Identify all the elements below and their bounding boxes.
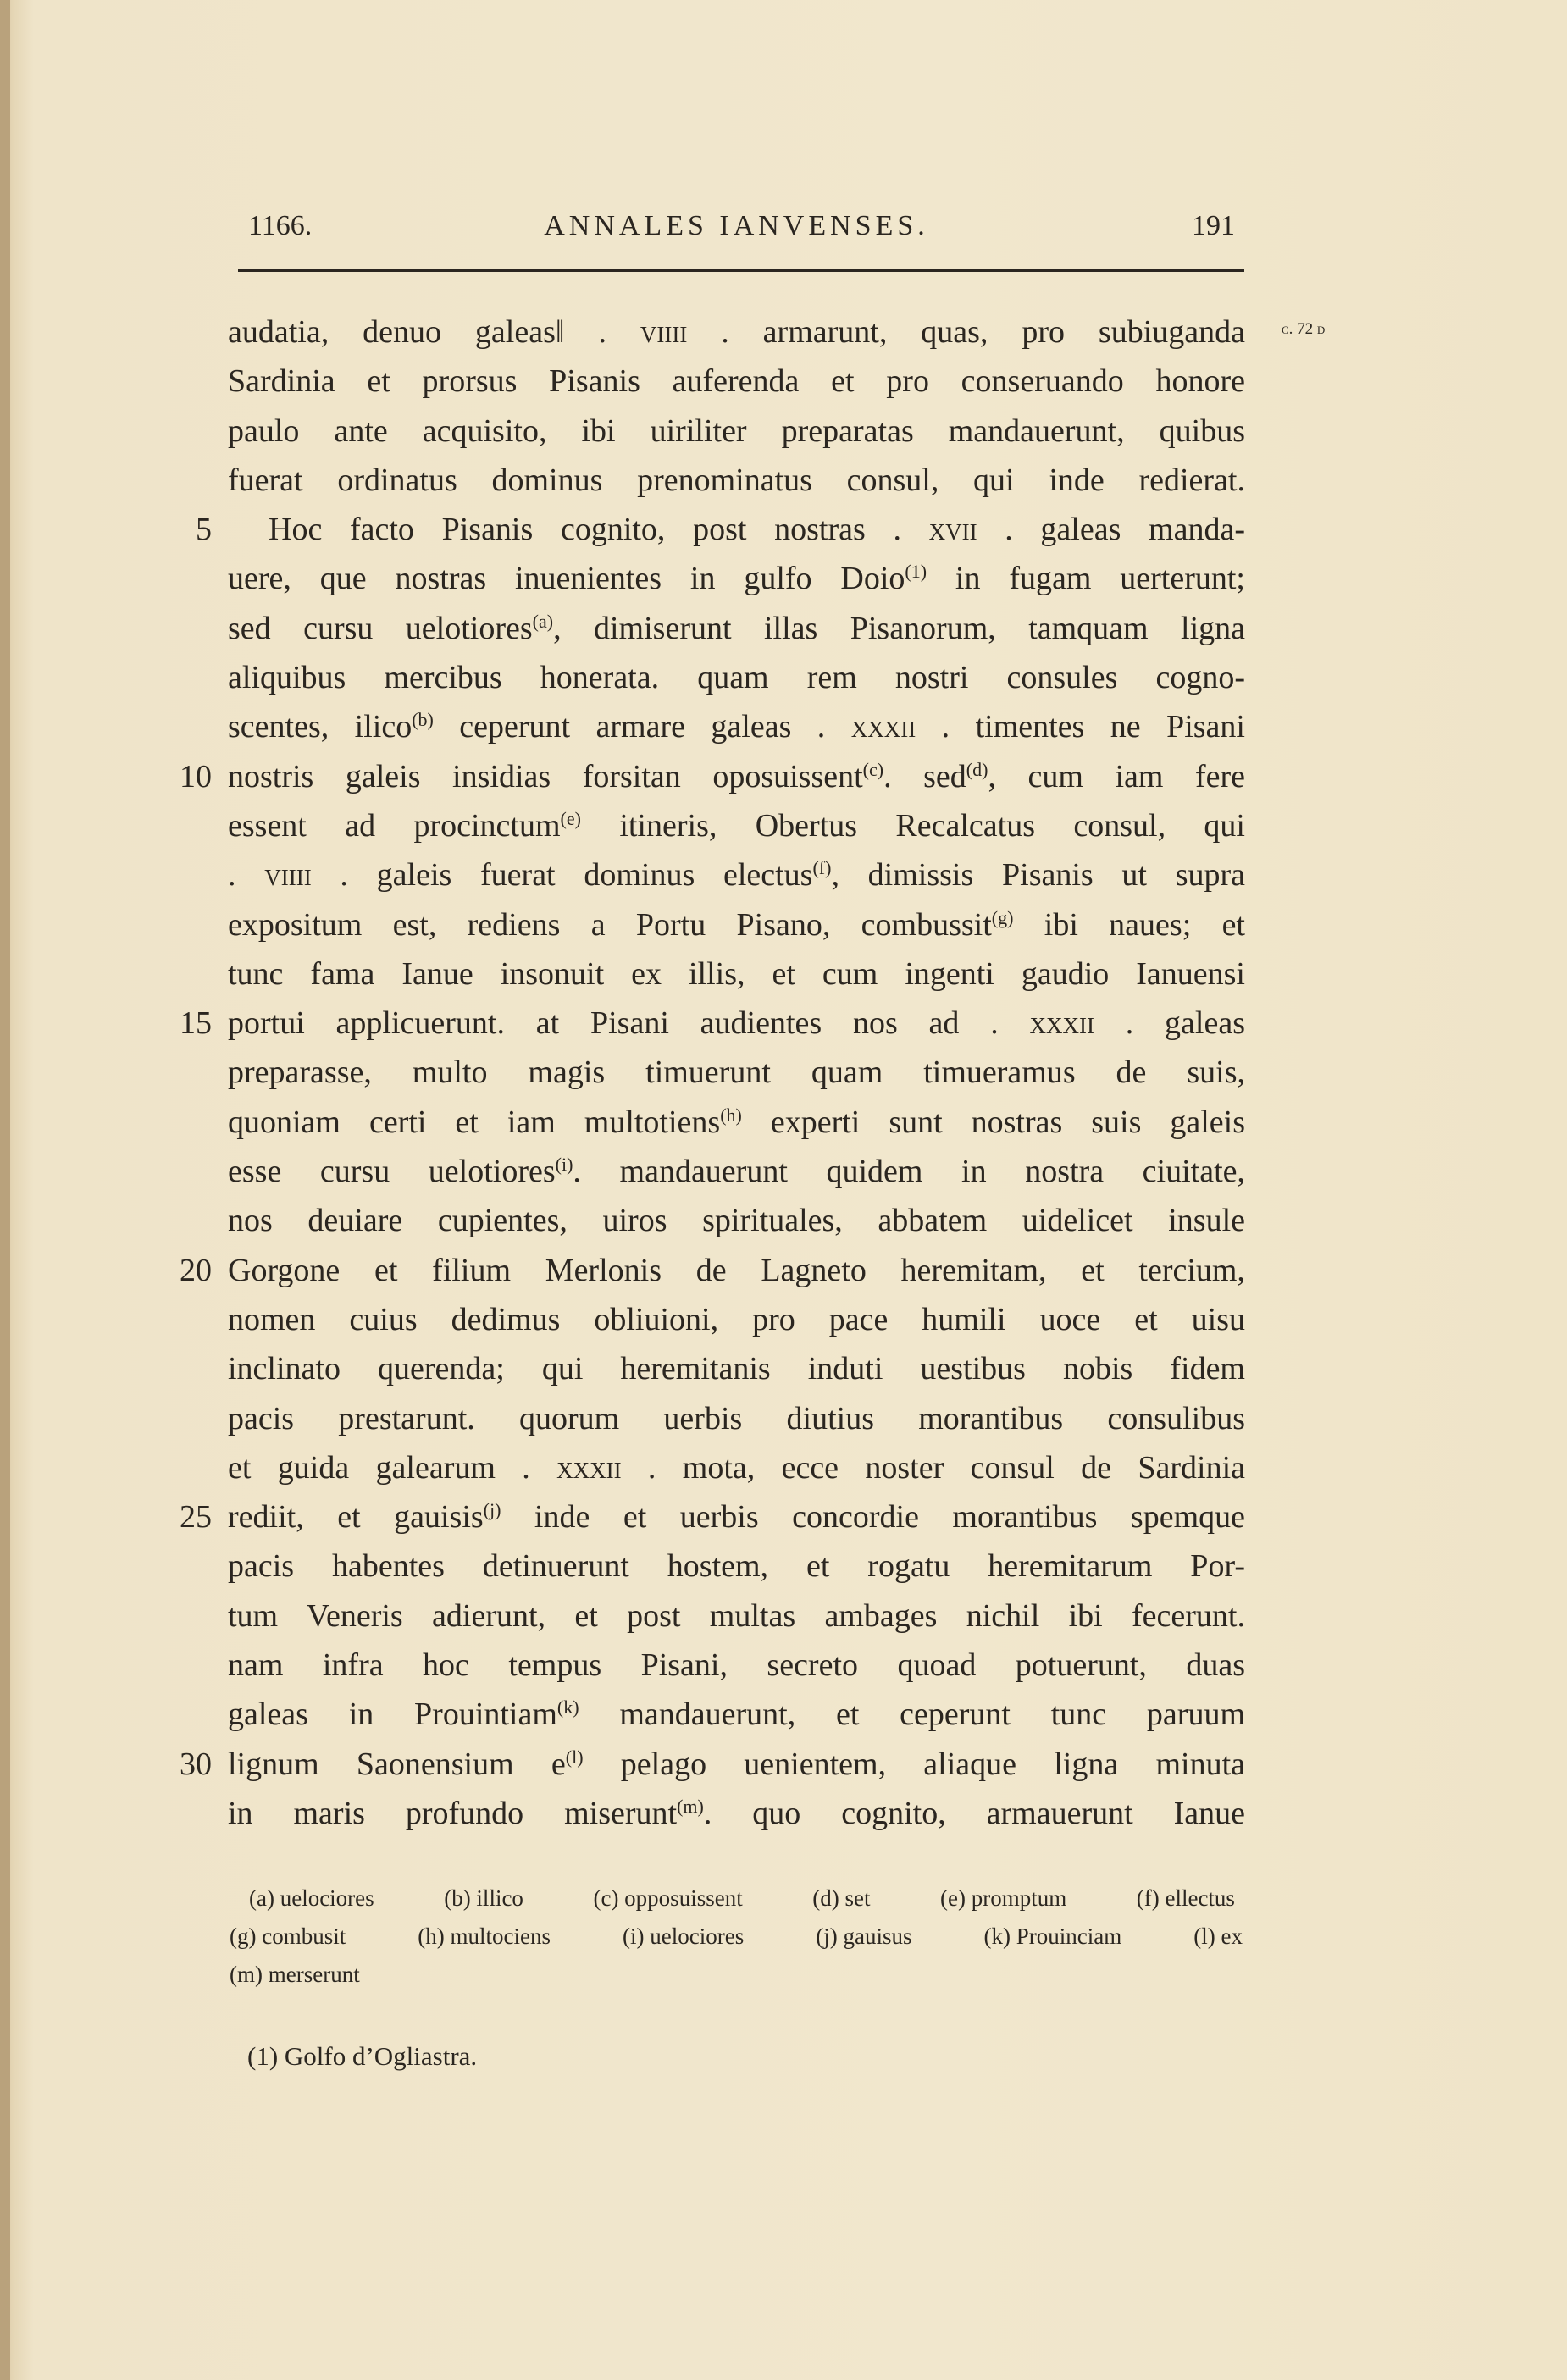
page-number: 191 [1192, 210, 1235, 241]
text-run: pelago uenientem, aliaque ligna minuta [583, 1746, 1246, 1782]
note-marker: (b) [412, 709, 434, 731]
note-marker: (f) [812, 857, 832, 879]
text-run: nos deuiare cupientes, uiros spirituales, abbatem uidelicet insule [228, 1203, 1245, 1239]
text-run: essent ad procinctum [228, 807, 561, 844]
text-line [228, 604, 1245, 653]
running-title: ANNALES IANVENSES. [544, 210, 929, 241]
text-run: paulo ante acquisito, ibi uiriliter preparatas mandauerunt, quibus [228, 412, 1245, 449]
variant-note: (j) gauisus [816, 1923, 912, 1949]
text-run: . sed [883, 758, 966, 794]
note-marker: (m) [677, 1795, 704, 1817]
roman-numeral: viiii [264, 857, 312, 894]
text-run: . quo cognito, armauerunt Ianue [703, 1795, 1245, 1831]
text-line [228, 949, 1245, 999]
text-run: et guida galearum . [228, 1449, 557, 1486]
text-run: nomen cuius dedimus obliuioni, pro pace humili uoce et uisu [228, 1301, 1245, 1337]
text-run: in maris profundo miserunt [228, 1795, 678, 1831]
variant-note: (c) opposuissent [593, 1885, 743, 1911]
text-run: pacis prestarunt. quorum uerbis diutius morantibus consulibus [228, 1400, 1245, 1436]
roman-numeral: xvii [928, 512, 977, 548]
text-line [228, 1098, 1245, 1147]
text-line [228, 505, 1245, 554]
note-marker: (k) [556, 1696, 579, 1719]
text-line [228, 1690, 1245, 1739]
text-run: . galeis fuerat dominus electus [311, 857, 813, 894]
margin-reference: c. 72 d [1282, 320, 1326, 338]
text-run: uere, que nostras inuenientes in gulfo Doio [228, 561, 905, 597]
text-line [228, 999, 1245, 1048]
note-marker: (i) [555, 1154, 573, 1176]
text-line [228, 1789, 1245, 1838]
text-run: expositum est, rediens a Portu Pisano, combussit [228, 906, 992, 943]
text-run: rediit, et gauisis [228, 1499, 484, 1536]
text-run: inclinato querenda; qui heremitanis induti uestibus nobis fidem [228, 1351, 1245, 1387]
text-run: lignum Saonensium e [228, 1746, 566, 1782]
header-year: 1166. [248, 210, 313, 241]
text-run: , dimiserunt illas Pisanorum, tamquam ligna [553, 610, 1245, 646]
text-run: tum Veneris adierunt, et post multas ambages nichil ibi fecerunt. [228, 1597, 1245, 1634]
line-number: 10 [180, 758, 212, 794]
text-run: in fugam uerterunt; [927, 561, 1245, 597]
roman-numeral: viiii [640, 314, 688, 350]
text-run: audatia, denuo galeas‖ . [228, 314, 640, 350]
text-run: . mota, ecce noster consul de Sardinia [621, 1449, 1246, 1486]
text-run: Hoc facto Pisanis cognito, post nostras . [269, 512, 929, 548]
text-run: Gorgone et filium Merlonis de Lagneto heremitam, et tercium, [228, 1252, 1245, 1288]
text-line [228, 702, 1245, 751]
variant-note: (b) illico [444, 1885, 523, 1911]
note-marker: (g) [991, 906, 1014, 928]
text-line [228, 307, 1245, 357]
text-line [228, 456, 1245, 505]
text-run: nam infra hoc tempus Pisani, secreto quoad potuerunt, duas [228, 1647, 1245, 1684]
text-run: galeas in Prouintiam [228, 1696, 557, 1733]
main-text [228, 307, 1245, 1838]
text-run: scentes, ilico [228, 709, 413, 745]
line-number: 5 [196, 512, 212, 548]
variant-note: (i) uelociores [623, 1923, 745, 1949]
text-line [228, 1196, 1245, 1245]
note-marker: (h) [720, 1104, 742, 1126]
text-run: . galeas [1094, 1005, 1245, 1042]
variant-note: (h) multociens [418, 1923, 551, 1949]
text-run: portui applicuerunt. at Pisani audientes nos ad . [228, 1005, 1030, 1042]
text-run: itineris, Obertus Recalcatus consul, qui [580, 807, 1245, 844]
text-run: . mandauerunt quidem in nostra ciuitate, [573, 1154, 1245, 1190]
variant-note: (g) combusit [230, 1923, 346, 1949]
text-line [228, 1591, 1245, 1641]
text-run: fuerat ordinatus dominus prenominatus consul, qui inde redierat. [228, 462, 1245, 498]
note-marker: (l) [565, 1746, 584, 1768]
text-run: nostris galeis insidias forsitan oposuissent [228, 758, 863, 794]
text-line [228, 1295, 1245, 1344]
text-run: ceperunt armare galeas . [433, 709, 851, 745]
text-line [228, 1147, 1245, 1196]
line-number: 15 [180, 1005, 212, 1042]
text-run: mandauerunt, et ceperunt tunc paruum [579, 1696, 1245, 1733]
text-run: . galeas manda- [977, 512, 1245, 548]
line-number: 20 [180, 1252, 212, 1288]
text-run: experti sunt nostras suis galeis [741, 1104, 1245, 1140]
header-rule [238, 269, 1244, 272]
footnote-row [247, 1885, 1237, 1912]
roman-numeral: xxxii [850, 709, 916, 745]
text-line [228, 1443, 1245, 1492]
variant-note: (m) merserunt [230, 1962, 360, 1987]
variant-note: (a) uelociores [249, 1885, 374, 1911]
text-run: tunc fama Ianue insonuit ex illis, et cum ingenti gaudio Ianuensi [228, 955, 1245, 992]
text-run: pacis habentes detinuerunt hostem, et rogatu heremitarum Por- [228, 1548, 1245, 1585]
text-line [228, 554, 1245, 603]
text-line [228, 1344, 1245, 1393]
text-line [228, 801, 1245, 850]
variant-note: (d) set [812, 1885, 871, 1911]
text-line [228, 653, 1245, 702]
text-line [228, 900, 1245, 949]
text-run: inde et uerbis concordie morantibus spemque [501, 1499, 1245, 1536]
text-run: preparasse, multo magis timuerunt quam timueramus de suis, [228, 1054, 1245, 1091]
text-run: , cum iam fere [988, 758, 1246, 794]
text-run: Sardinia et prorsus Pisanis auferenda et pro conseruando honore [228, 363, 1245, 400]
text-run: . armarunt, quas, pro subiuganda [687, 314, 1245, 350]
historical-footnote: (1) Golfo d’Ogliastra. [247, 2041, 478, 2071]
variant-note: (f) ellectus [1136, 1885, 1235, 1911]
variant-note: (e) promptum [940, 1885, 1067, 1911]
text-line [228, 1394, 1245, 1443]
text-line [228, 407, 1245, 456]
note-marker: (1) [905, 561, 927, 583]
line-number: 25 [180, 1499, 212, 1536]
text-line [228, 752, 1245, 801]
note-marker: (j) [483, 1499, 501, 1521]
text-line [228, 1048, 1245, 1097]
note-marker: (d) [966, 758, 988, 780]
text-line [228, 1641, 1245, 1690]
text-run: . timentes ne Pisani [916, 709, 1245, 745]
text-run: . [228, 857, 265, 894]
variant-note: (k) Prouinciam [983, 1923, 1122, 1949]
text-line [228, 357, 1245, 406]
roman-numeral: xxxii [1029, 1005, 1094, 1042]
note-marker: (a) [532, 610, 554, 632]
text-run: , dimissis Pisanis ut supra [831, 857, 1246, 894]
line-number: 30 [180, 1746, 212, 1782]
text-run: ibi naues; et [1013, 906, 1245, 943]
text-line [228, 850, 1245, 899]
note-marker: (e) [560, 807, 581, 829]
note-marker: (c) [862, 758, 884, 780]
text-line [228, 1740, 1245, 1789]
text-line [228, 1541, 1245, 1591]
variant-note: (l) ex [1193, 1923, 1243, 1949]
text-run: esse cursu uelotiores [228, 1154, 556, 1190]
running-header [228, 210, 1245, 252]
text-run: quoniam certi et iam multotiens [228, 1104, 721, 1140]
text-line [228, 1492, 1245, 1541]
roman-numeral: xxxii [556, 1449, 622, 1486]
text-run: sed cursu uelotiores [228, 610, 533, 646]
text-run: aliquibus mercibus honerata. quam rem nostri consules cogno- [228, 660, 1245, 696]
footnote-row [228, 1923, 1244, 1950]
page-edge [0, 0, 10, 2380]
footnote-row [228, 1962, 1244, 1988]
text-line [228, 1246, 1245, 1295]
